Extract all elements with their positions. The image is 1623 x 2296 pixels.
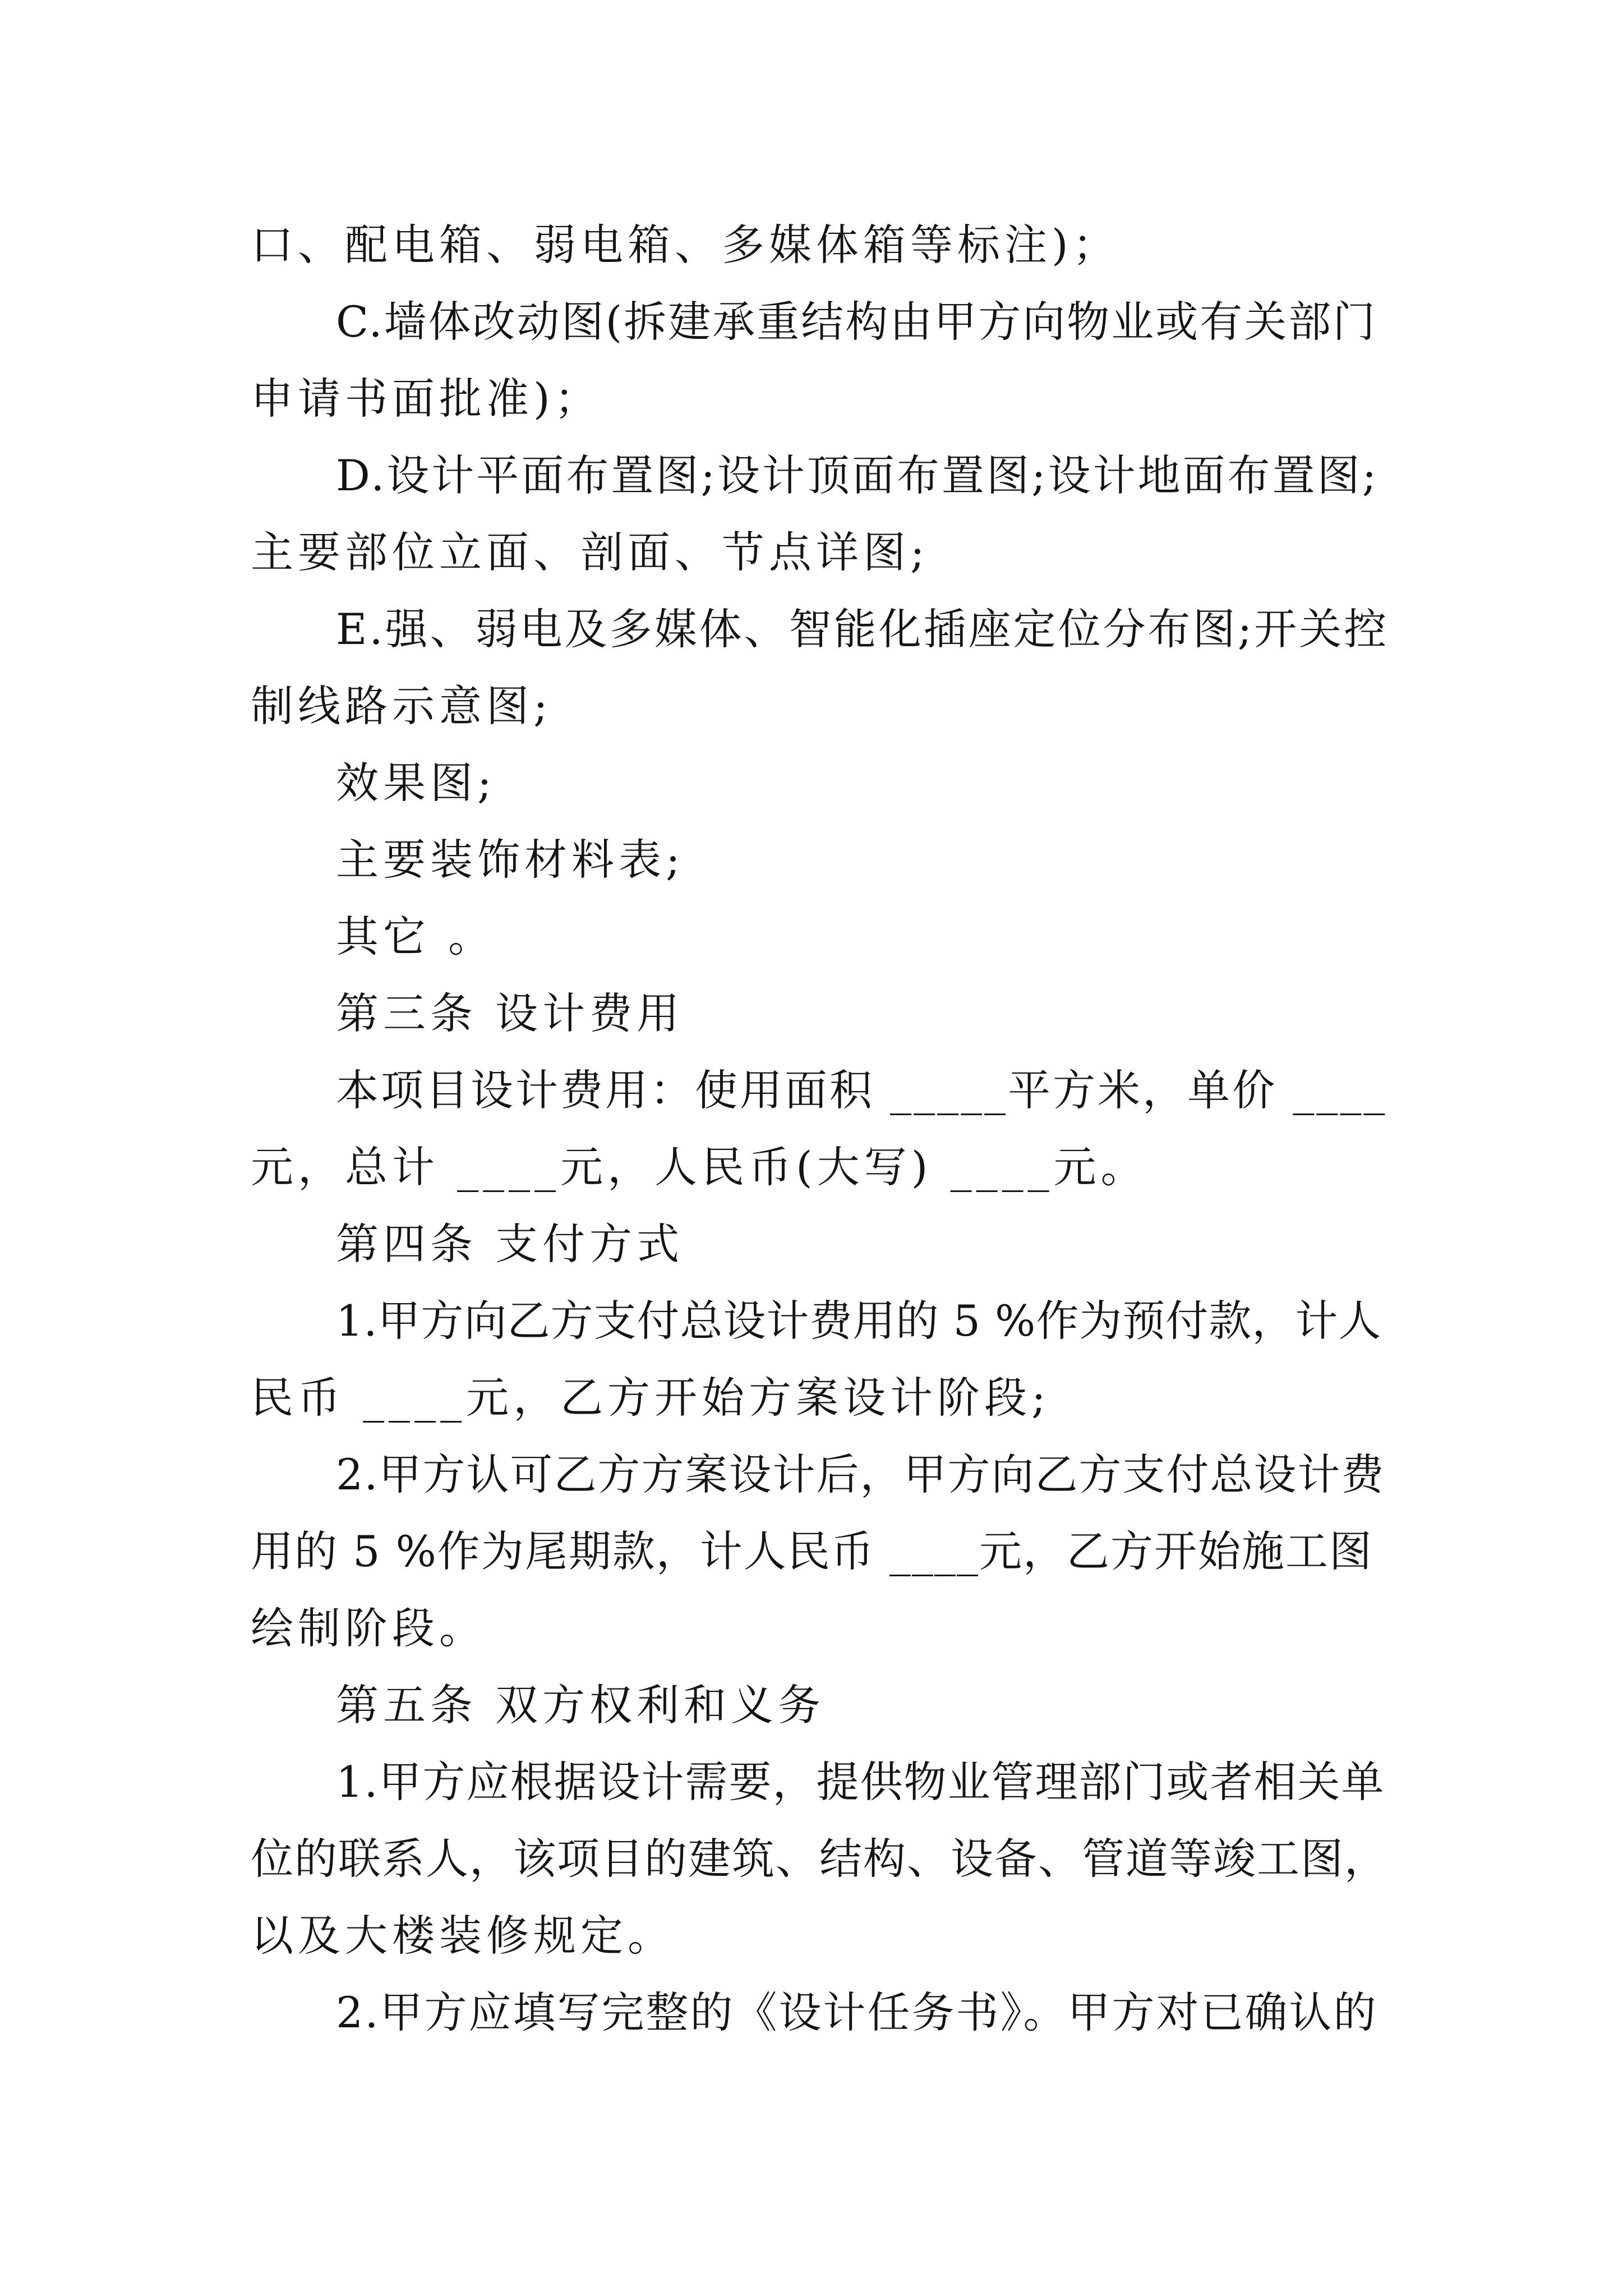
section-heading: 第四条 支付方式 [336, 1219, 684, 1269]
text-line: 民币 ____元，乙方开始方案设计阶段; [251, 1373, 1050, 1423]
text-line: 以及大楼装修规定。 [251, 1911, 675, 1961]
document-body [251, 206, 1389, 2051]
text-line: 位的联系人，该项目的建筑、结构、设备、管道等竣工图， [251, 1834, 1388, 1884]
text-line: 元，总计 ____元，人民币(大写) ____元。 [251, 1142, 1148, 1192]
text-line: 1.甲方向乙方支付总设计费用的 5 %作为预付款，计人 [336, 1296, 1382, 1346]
text-line: 用的 5 %作为尾期款，计人民币 ____元，乙方开始施工图 [251, 1526, 1373, 1576]
text-line: E.强、弱电及多媒体、智能化插座定位分布图;开关控 [336, 604, 1389, 654]
text-line: 主要装饰材料表; [336, 835, 685, 885]
text-line: 申请书面批准)； [251, 374, 602, 424]
text-line: 主要部位立面、剖面、节点详图; [251, 527, 929, 577]
text-line: 效果图; [336, 758, 496, 808]
text-line: 制线路示意图; [251, 681, 552, 731]
text-line: 本项目设计费用：使用面积 _____平方米，单价 ____ [336, 1065, 1387, 1115]
text-line: 1.甲方应根据设计需要，提供物业管理部门或者相关单 [336, 1757, 1385, 1807]
section-heading: 第三条 设计费用 [336, 988, 684, 1038]
text-line: C.墙体改动图(拆建承重结构由甲方向物业或有关部门 [336, 297, 1377, 347]
text-line: 其它 。 [336, 912, 496, 961]
text-line: D.设计平面布置图;设计顶面布置图;设计地面布置图; [336, 450, 1379, 500]
text-line: 口、配电箱、弱电箱、多媒体箱等标注)； [251, 220, 1120, 270]
text-line: 绘制阶段。 [251, 1603, 486, 1653]
section-heading: 第五条 双方权利和义务 [336, 1680, 826, 1730]
text-line: 2.甲方认可乙方方案设计后，甲方向乙方支付总设计费 [336, 1450, 1385, 1499]
text-line: 2.甲方应填写完整的《设计任务书》。甲方对已确认的 [336, 1987, 1378, 2037]
